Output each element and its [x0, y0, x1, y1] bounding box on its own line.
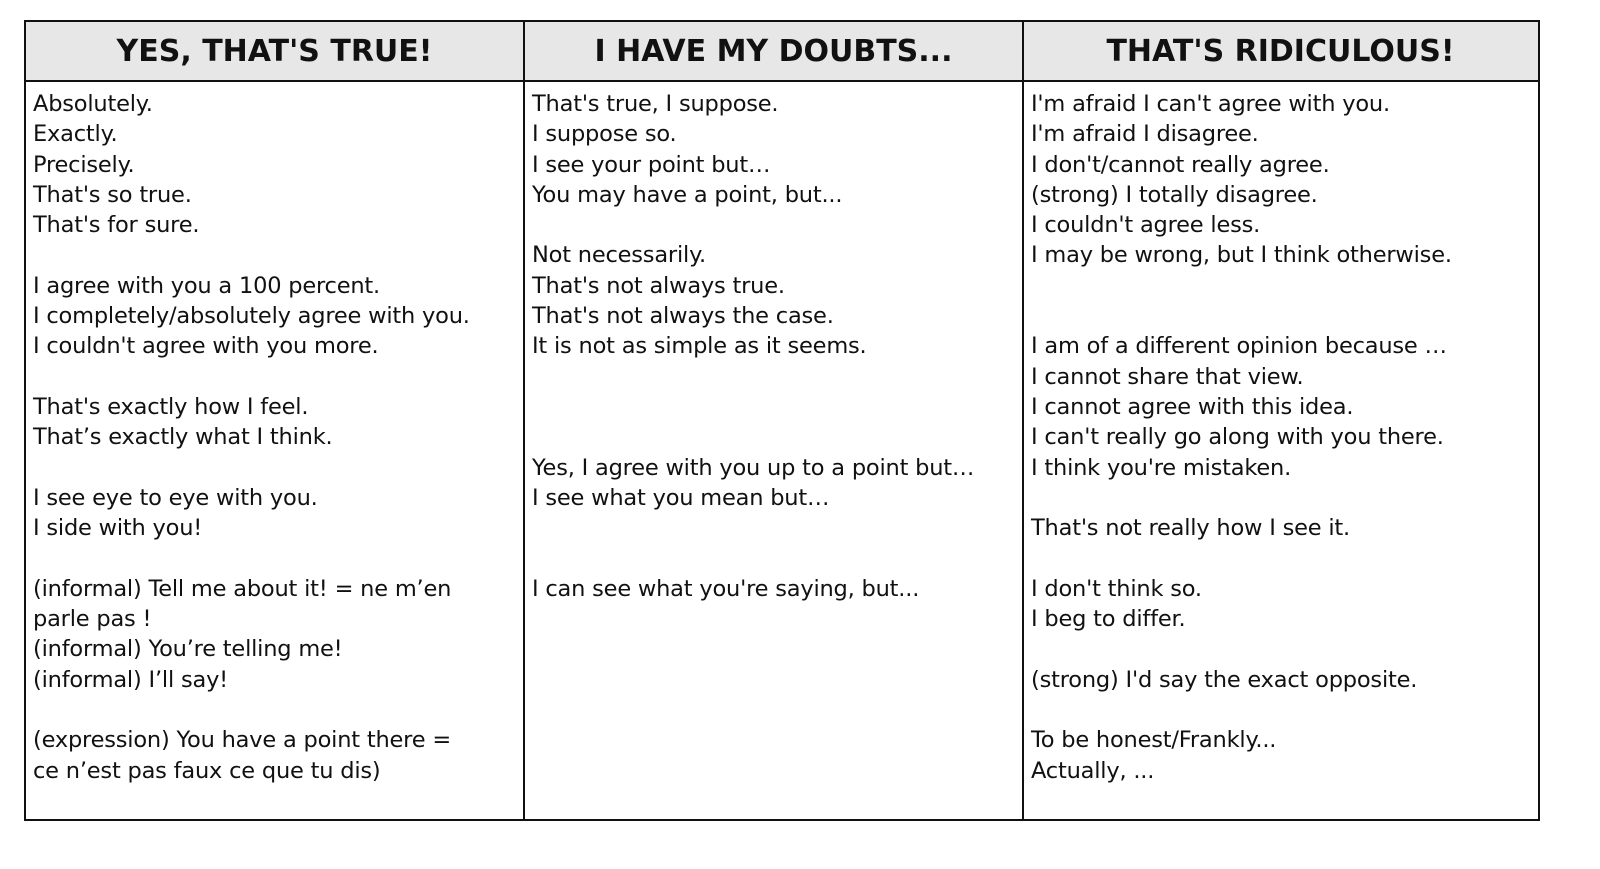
- phrase-line: (strong) I'd say the exact opposite.: [1031, 666, 1418, 693]
- agree-phrases-column: [26, 82, 525, 819]
- phrase-line: I'm afraid I can't agree with you.: [1031, 91, 1390, 117]
- phrase-line: Precisely.: [33, 151, 135, 178]
- phrase-line: (strong) I totally disagree.: [1031, 181, 1318, 208]
- phrase-line: I suppose so.: [532, 121, 677, 148]
- doubt-phrases-column: [525, 82, 1024, 819]
- table-header-row: [26, 22, 1538, 82]
- agreement-phrases-table: [24, 20, 1540, 821]
- header-doubts: I HAVE MY DOUBTS...: [525, 22, 1024, 80]
- phrase-line: I agree with you a 100 percent.: [33, 272, 380, 299]
- phrase-line: I don't think so.: [1031, 575, 1202, 602]
- phrase-line: I see your point but…: [532, 151, 771, 178]
- spacer-line: [1031, 271, 1537, 301]
- phrase-line: I see eye to eye with you.: [33, 484, 318, 511]
- spacer-line: [1031, 543, 1537, 573]
- spacer-line: [33, 453, 523, 483]
- phrase-line: parle pas !: [33, 606, 152, 633]
- phrase-line: I may be wrong, but I think otherwise.: [1031, 242, 1452, 269]
- phrase-line: It is not as simple as it seems.: [532, 333, 867, 360]
- phrase-line: That's exactly how I feel.: [33, 393, 309, 420]
- phrase-line: I side with you!: [33, 515, 203, 542]
- phrase-line: (informal) You’re telling me!: [33, 636, 343, 663]
- phrase-line: (expression) You have a point there =: [33, 727, 451, 754]
- phrase-line: You may have a point, but...: [532, 181, 843, 208]
- phrase-line: I see what you mean but…: [532, 484, 830, 511]
- phrase-line: I cannot agree with this idea.: [1031, 393, 1354, 420]
- spacer-line: [532, 543, 1022, 573]
- spacer-line: [33, 695, 523, 725]
- phrase-line: (informal) I’ll say!: [33, 666, 229, 693]
- phrase-line: (informal) Tell me about it! = ne m’en: [33, 575, 452, 602]
- header-disagree: THAT'S RIDICULOUS!: [1106, 33, 1455, 69]
- spacer-line: [33, 362, 523, 392]
- phrase-line: I don't/cannot really agree.: [1031, 151, 1330, 178]
- phrase-line: That's true, I suppose.: [532, 91, 779, 117]
- phrase-line: Actually, ...: [1031, 757, 1155, 784]
- phrase-line: I couldn't agree less.: [1031, 212, 1261, 239]
- spacer-line: [532, 392, 1022, 422]
- phrase-line: I'm afraid I disagree.: [1031, 121, 1259, 148]
- spacer-line: [33, 240, 523, 270]
- phrase-line: That’s exactly what I think.: [33, 424, 333, 451]
- spacer-line: [532, 513, 1022, 543]
- spacer-line: [532, 422, 1022, 452]
- spacer-line: [1031, 301, 1537, 331]
- spacer-line: [1031, 695, 1537, 725]
- phrase-line: That's not really how I see it.: [1031, 515, 1350, 542]
- spacer-line: [532, 362, 1022, 392]
- spacer-line: [532, 210, 1022, 240]
- spacer-line: [33, 543, 523, 573]
- disagree-phrases-column: [1024, 82, 1537, 819]
- spacer-line: [1031, 483, 1537, 513]
- phrase-line: To be honest/Frankly...: [1031, 727, 1277, 754]
- spacer-line: [1031, 634, 1537, 664]
- phrase-line: I couldn't agree with you more.: [33, 333, 379, 360]
- phrase-line: Exactly.: [33, 121, 118, 148]
- phrase-line: Yes, I agree with you up to a point but…: [532, 454, 975, 481]
- phrase-line: That's not always true.: [532, 272, 785, 299]
- phrase-line: I am of a different opinion because …: [1031, 333, 1447, 360]
- phrase-line: That's so true.: [33, 181, 192, 208]
- phrase-line: I think you're mistaken.: [1031, 454, 1292, 481]
- phrase-line: I completely/absolutely agree with you.: [33, 303, 470, 330]
- phrase-line: That's not always the case.: [532, 303, 834, 330]
- phrase-line: I beg to differ.: [1031, 606, 1186, 633]
- phrase-line: That's for sure.: [33, 212, 200, 239]
- phrase-line: ce n’est pas faux ce que tu dis): [33, 757, 381, 784]
- phrase-line: Not necessarily.: [532, 242, 706, 269]
- phrase-line: Absolutely.: [33, 91, 153, 117]
- table-body-row: [26, 82, 1538, 819]
- header-agree: YES, THAT'S TRUE!: [26, 22, 525, 80]
- phrase-line: I can see what you're saying, but...: [532, 575, 920, 602]
- phrase-line: I cannot share that view.: [1031, 363, 1304, 390]
- phrase-line: I can't really go along with you there.: [1031, 424, 1444, 451]
